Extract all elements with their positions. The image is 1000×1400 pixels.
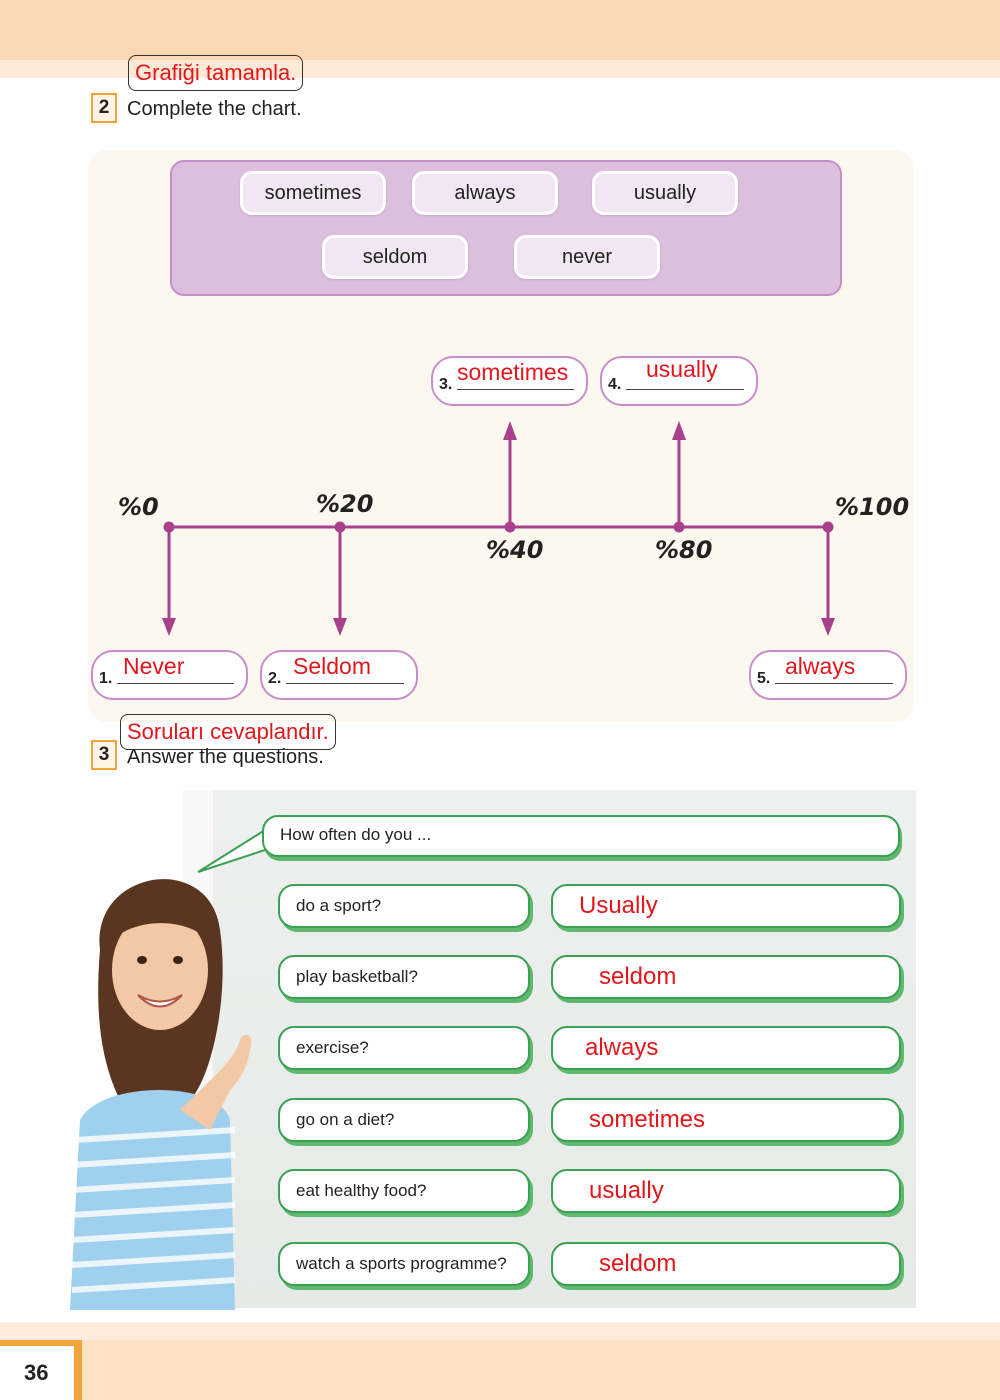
question-pill [278, 1169, 530, 1213]
percent-label-80: %80 [655, 536, 713, 564]
answer-box-2 [260, 650, 418, 700]
answer-pill [551, 1098, 901, 1142]
answer-pill [551, 884, 901, 928]
arrow-head-20 [333, 618, 347, 636]
answer-text: always [585, 1034, 659, 1061]
answer-line [775, 683, 893, 684]
exercise2-title: Complete the chart. [127, 98, 302, 120]
word-chip-always: always [412, 171, 558, 215]
answer-line [286, 683, 404, 684]
answer-box-3 [431, 356, 588, 406]
exercise3-title: Answer the questions. [127, 746, 324, 768]
word-chip-usually: usually [592, 171, 738, 215]
word-chip-seldom: seldom [322, 235, 468, 279]
answer-number: 1. [99, 670, 113, 687]
answer-box-1 [91, 650, 248, 700]
page-number-box [0, 1340, 82, 1400]
question-text: go on a diet? [296, 1110, 395, 1129]
answer-pill [551, 1169, 901, 1213]
word-chip-never: never [514, 235, 660, 279]
percent-label-0: %0 [118, 493, 159, 521]
question-text: eat healthy food? [296, 1181, 427, 1200]
page-number: 36 [24, 1360, 49, 1385]
exercise2-number: 2 [91, 93, 117, 123]
arrow-head-80 [672, 421, 686, 440]
percent-label-40: %40 [486, 536, 544, 564]
footer-stripe [0, 1322, 1000, 1340]
question-text: play basketball? [296, 967, 418, 986]
answer-text: Never [123, 653, 185, 679]
word-chip-sometimes: sometimes [240, 171, 386, 215]
answer-number: 3. [439, 376, 453, 393]
answer-text: sometimes [457, 359, 569, 385]
exercise3-handwritten-note: Soruları cevaplandır. [120, 714, 336, 750]
exercise3-number: 3 [91, 740, 117, 770]
question-text: watch a sports programme? [296, 1254, 507, 1273]
answer-text: Usually [579, 892, 658, 919]
girl-pointing-image [60, 860, 260, 1310]
answer-number: 4. [608, 376, 622, 393]
question-text: exercise? [296, 1038, 369, 1057]
question-text: do a sport? [296, 896, 382, 915]
girl-right-eye [173, 956, 183, 964]
answer-number: 2. [268, 670, 282, 687]
question-pill [278, 1242, 530, 1286]
answer-line [626, 389, 744, 390]
speech-prompt: How often do you ... [280, 825, 432, 844]
answer-text: seldom [599, 1250, 677, 1277]
arrow-head-40 [503, 421, 517, 440]
question-pill [278, 1098, 530, 1142]
answer-line [117, 683, 234, 684]
answer-pill [551, 1026, 901, 1070]
answer-pill [551, 1242, 901, 1286]
arrow-head-100 [821, 618, 835, 636]
answer-number: 5. [757, 670, 771, 687]
girl-left-eye [137, 956, 147, 964]
answer-text: Seldom [293, 653, 371, 679]
answer-text: always [785, 653, 856, 679]
answer-text: sometimes [589, 1106, 706, 1133]
question-pill [278, 1026, 530, 1070]
percent-label-20: %20 [316, 490, 374, 518]
answer-line [457, 389, 574, 390]
arrow-head-0 [162, 618, 176, 636]
percent-label-100: %100 [835, 493, 910, 521]
speech-bubble [262, 815, 900, 857]
answer-text: usually [589, 1177, 664, 1204]
question-pill [278, 884, 530, 928]
answer-box-5 [749, 650, 907, 700]
answer-text: usually [646, 356, 718, 382]
answer-text: seldom [599, 963, 677, 990]
answer-box-4 [600, 356, 758, 406]
question-pill [278, 955, 530, 999]
answer-pill [551, 955, 901, 999]
exercise2-handwritten-note: Grafiği tamamla. [128, 55, 303, 91]
